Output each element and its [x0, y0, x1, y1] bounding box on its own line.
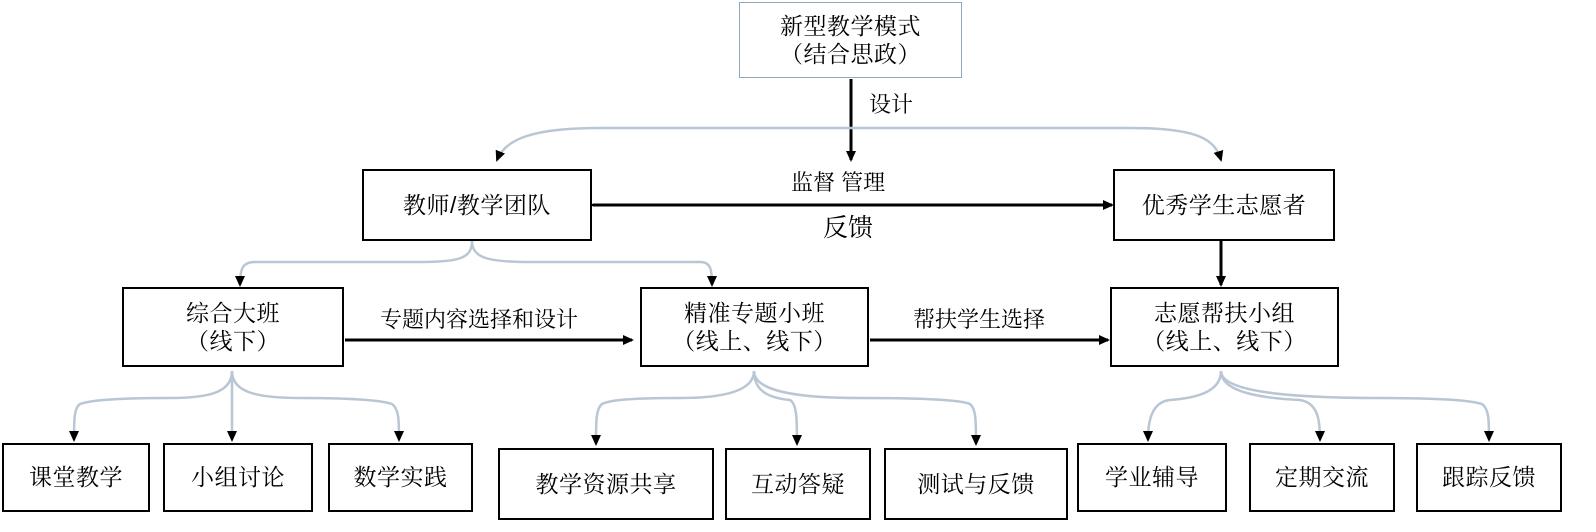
- leaf-interactive-qa-label: 互动答疑: [751, 470, 845, 497]
- node-student-volunteer[interactable]: [1113, 169, 1335, 241]
- edge-label-student-select: 帮扶学生选择: [913, 307, 1046, 332]
- edge-label-supervise: 监督 管理: [791, 170, 886, 195]
- node-volunteer-help-group[interactable]: [1110, 287, 1339, 367]
- node-teacher-team-label: 教师/教学团队: [403, 191, 551, 218]
- leaf-test-feedback-label: 测试与反馈: [917, 470, 1035, 497]
- leaf-resource-sharing[interactable]: [498, 448, 714, 520]
- node-comprehensive-big-class-line2: （线下）: [186, 328, 280, 354]
- leaf-academic-tutoring[interactable]: [1077, 443, 1227, 512]
- node-comprehensive-big-class-line1: 综合大班: [186, 299, 280, 326]
- node-new-teaching-model-line2: （结合思政）: [780, 41, 921, 67]
- edge-label-feedback: 反馈: [823, 214, 874, 242]
- leaf-regular-exchange-label: 定期交流: [1275, 464, 1369, 491]
- leaf-classroom-teaching[interactable]: [2, 443, 150, 512]
- node-precise-small-class-line2: （线上、线下）: [672, 328, 837, 354]
- leaf-interactive-qa[interactable]: [725, 448, 871, 520]
- leaf-group-discussion[interactable]: [163, 443, 313, 512]
- node-volunteer-help-group-line1: 志愿帮扶小组: [1154, 299, 1295, 326]
- leaf-academic-tutoring-label: 学业辅导: [1105, 464, 1199, 491]
- edge-label-design: 设计: [869, 92, 914, 117]
- node-volunteer-help-group-line2: （线上、线下）: [1142, 328, 1307, 354]
- node-comprehensive-big-class[interactable]: [122, 287, 344, 367]
- node-new-teaching-model[interactable]: [739, 2, 962, 78]
- leaf-test-feedback[interactable]: [884, 448, 1068, 520]
- leaf-tracking-feedback[interactable]: [1416, 443, 1562, 512]
- node-precise-small-class[interactable]: [640, 287, 869, 367]
- leaf-regular-exchange[interactable]: [1249, 443, 1395, 512]
- node-precise-small-class-line1: 精准专题小班: [684, 299, 825, 326]
- leaf-resource-sharing-label: 教学资源共享: [535, 470, 677, 497]
- leaf-classroom-teaching-label: 课堂教学: [29, 464, 123, 491]
- leaf-group-discussion-label: 小组讨论: [191, 464, 285, 491]
- node-student-volunteer-label: 优秀学生志愿者: [1141, 191, 1307, 218]
- leaf-math-practice-label: 数学实践: [353, 464, 448, 491]
- leaf-math-practice[interactable]: [328, 443, 473, 512]
- node-teacher-team[interactable]: [362, 169, 592, 241]
- leaf-tracking-feedback-label: 跟踪反馈: [1442, 464, 1536, 491]
- node-new-teaching-model-line1: 新型教学模式: [780, 12, 921, 39]
- edge-label-topic-select: 专题内容选择和设计: [380, 307, 579, 332]
